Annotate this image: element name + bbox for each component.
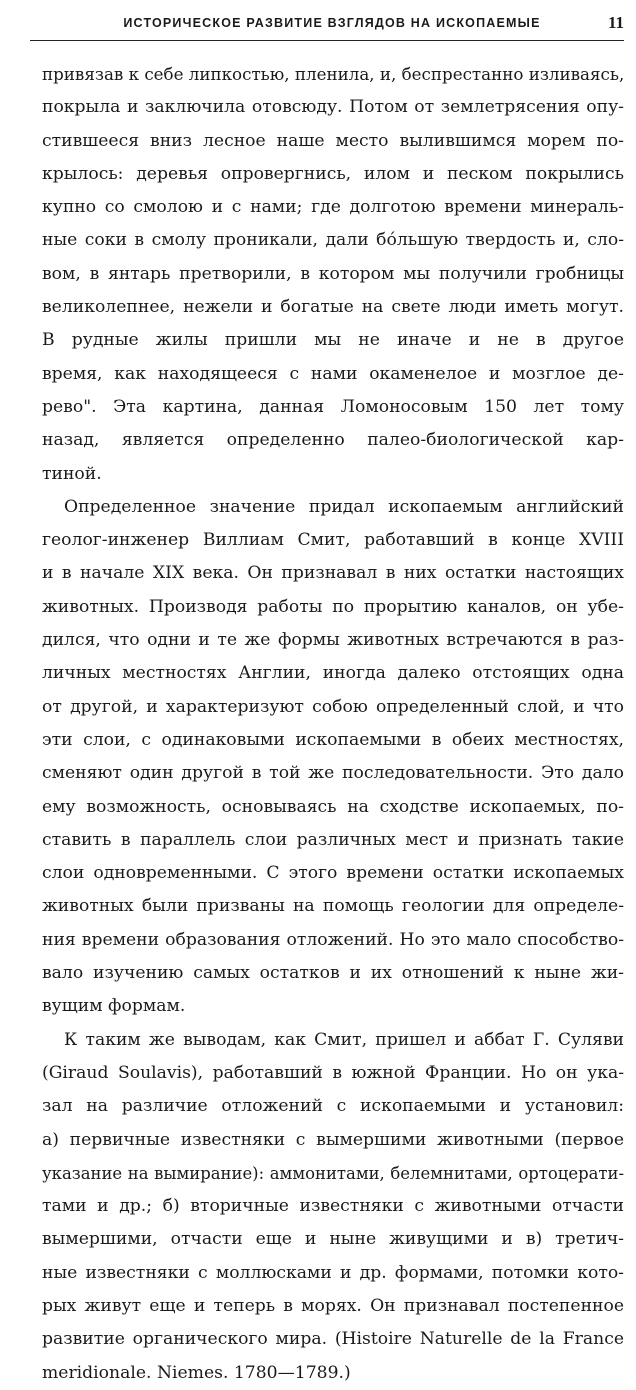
text-line: вымершими, отчасти еще и ныне живущими и в) третич-: [42, 1229, 624, 1250]
text-line: рых живут еще и теперь в морях. Он признавал постепенное: [42, 1295, 624, 1316]
text-line: великолепнее, нежели и богатые на свете люди иметь могут.: [42, 297, 624, 318]
text-line: слои одновременными. С этого времени остатки ископаемых: [42, 863, 624, 884]
body-text: [42, 58, 624, 1390]
text-line: ставить в параллель слои различных мест и признать такие: [42, 829, 624, 850]
text-line: ему возможность, основываясь на сходстве ископаемых, по-: [42, 796, 624, 817]
page-number: 11: [607, 13, 624, 32]
text-line: ния времени образования отложений. Но это мало способство-: [42, 929, 624, 950]
text-line: купно со смолою и с нами; где долготою времени минераль-: [42, 197, 624, 218]
text-line: указание на вымирание): аммонитами, белемнитами, ортоцерати-: [42, 1163, 624, 1183]
text-line: зал на различие отложений с ископаемыми и установил:: [42, 1096, 624, 1117]
text-line: назад, является определенно палео-биологической кар-: [42, 430, 624, 451]
text-line: вущим формам.: [42, 996, 186, 1017]
text-line: и в начале XIX века. Он признавал в них остатки настоящих: [42, 563, 624, 584]
text-line: ные известняки с моллюсками и др. формами, потомки кото-: [42, 1262, 624, 1283]
text-line: стившееся вниз лесное наше место вылившимся морем по-: [42, 130, 624, 151]
text-line: геолог-инженер Виллиам Смит, работавший в конце XVIII: [42, 530, 624, 551]
text-line: развитие органического мира. (Histoire Naturelle de la France: [42, 1329, 624, 1350]
paragraph-start-line: К таким же выводам, как Смит, пришел и аббат Г. Суляви: [64, 1029, 624, 1050]
text-line: эти слои, с одинаковыми ископаемыми в обеих местностях,: [42, 729, 624, 750]
text-line: сменяют один другой в той же последовательности. Это дало: [42, 763, 624, 784]
text-line: ные соки в смолу проникали, дали бо́льшую твердость и, сло-: [42, 230, 624, 251]
text-line: привязав к себе липкостью, пленила, и, беспрестанно изливаясь,: [42, 64, 624, 84]
text-line: В рудные жилы пришли мы не иначе и не в другое: [42, 330, 624, 351]
text-line: животных. Производя работы по прорытию каналов, он убе-: [42, 596, 624, 617]
text-line: вом, в янтарь претворили, в котором мы получили гробницы: [42, 263, 624, 284]
paragraph-start-line: Определенное значение придал ископаемым английский: [64, 496, 624, 517]
text-line: тиной.: [42, 463, 102, 484]
text-line: тами и др.; б) вторичные известняки с животными отчасти: [42, 1196, 624, 1217]
text-line: meridionale. Niemes. 1780—1789.): [42, 1362, 351, 1383]
text-line: (Giraud Soulavis), работавший в южной Франции. Но он ука-: [42, 1062, 624, 1083]
text-line: дился, что одни и те же формы животных встречаются в раз-: [42, 630, 624, 651]
text-line: животных были призваны на помощь геологии для определе-: [42, 896, 624, 917]
text-line: время, как находящееся с нами окаменелое и мозглое де-: [42, 363, 624, 384]
text-line: от другой, и характеризуют собою определенный слой, и что: [42, 696, 624, 717]
text-line: покрыла и заключила отовсюду. Потом от землетрясения опу-: [42, 97, 624, 118]
text-line: крылось: деревья опровергнись, илом и песком покрылись: [42, 163, 624, 184]
text-line: вало изучению самых остатков и их отношений к ныне жи-: [42, 963, 624, 984]
page-header: [30, 6, 624, 41]
text-line: рево". Эта картина, данная Ломоносовым 150 лет тому: [42, 396, 624, 417]
running-title: ИСТОРИЧЕСКОЕ РАЗВИТИЕ ВЗГЛЯДОВ НА ИСКОПАЕМЫЕ: [123, 16, 541, 30]
text-line: личных местностях Англии, иногда далеко отстоящих одна: [42, 663, 624, 684]
text-line: а) первичные известняки с вымершими животными (первое: [42, 1129, 624, 1150]
